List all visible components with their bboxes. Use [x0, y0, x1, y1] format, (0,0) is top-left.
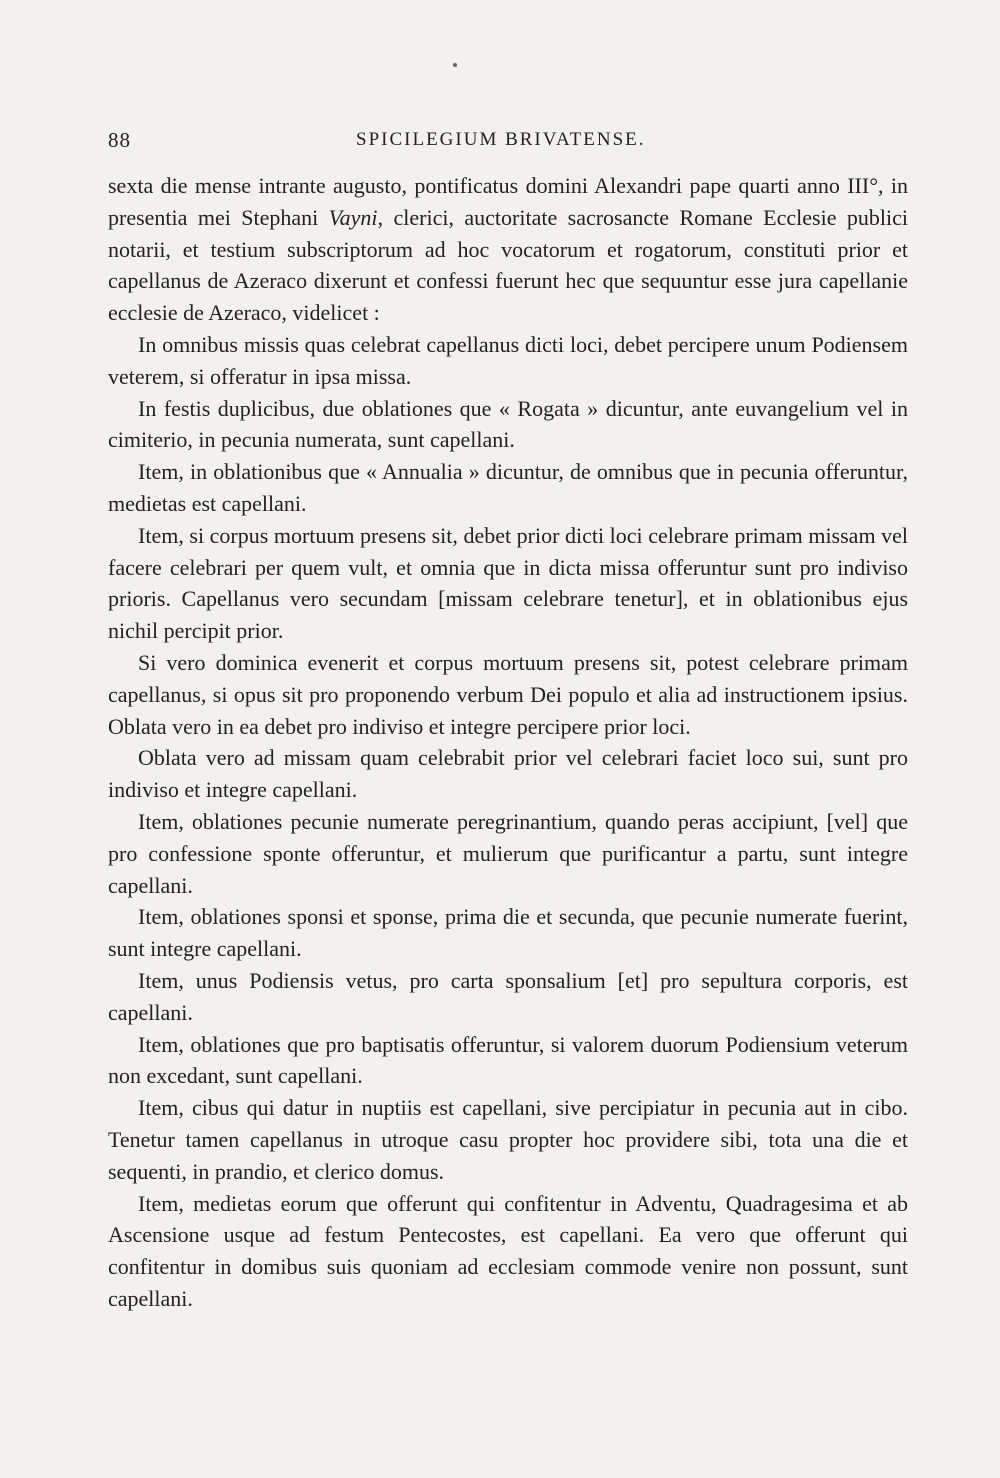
running-title: SPICILEGIUM BRIVATENSE. — [356, 129, 646, 150]
paragraph: Item, si corpus mortuum presens sit, debet prior dicti loci celebrare primam missam vel facere celebrari per quem vult, et omnia que in dicta missa offeruntur sunt pro indiviso prioris. Capellanus vero secundam [missam celebrare tenetur], et in oblationibus ejus nichil percipit prior. — [108, 522, 908, 644]
page-number: 88 — [108, 128, 131, 152]
paragraph: In omnibus missis quas celebrat capellanus dicti loci, debet percipere unum Podiensem veterem, si offeratur in ipsa missa. — [108, 331, 908, 389]
paragraph: Oblata vero ad missam quam celebrabit prior vel celebrari faciet loco sui, sunt pro indiviso et integre capellani. — [108, 745, 908, 803]
paragraph: Item, medietas eorum que offerunt qui confitentur in Adventu, Quadragesima et ab Ascensione usque ad festum Pentecostes, est capellani. Ea vero que offerunt qui confitentur in domibus suis quoniam ad ecclesiam commode venire non possunt, sunt capellani. — [108, 1190, 908, 1311]
paragraph: Si vero dominica evenerit et corpus mortuum presens sit, potest celebrare primam capellanus, si opus sit pro proponendo verbum Dei populo et alia ad instructionem ipsius. Oblata vero in ea debet pro indiviso et integre percipere prior loci. — [108, 649, 908, 739]
paragraph-opening-text-cont: , clerici, auctoritate sacrosancte Romane Ecclesie publici notarii, et testium subscriptorum ad hoc vocatorum et rogatorum, constituti prior et capellanus de Azeraco dixerunt et confessi fuerunt hec que sequuntur esse jura capellanie ecclesie de Azeraco, videlicet : — [108, 204, 908, 326]
paragraph-opening — [108, 170, 908, 329]
notary-name: Vayni — [328, 204, 378, 230]
paragraph: Item, unus Podiensis vetus, pro carta sponsalium [et] pro sepultura corporis, est capellani. — [108, 967, 908, 1025]
paragraph: Item, oblationes que pro baptisatis offeruntur, si valorem duorum Podiensium veterum non excedant, sunt capellani. — [108, 1031, 908, 1089]
page-header — [108, 128, 908, 158]
body-text — [108, 170, 908, 1315]
paragraph: Item, oblationes pecunie numerate peregrinantium, quando peras accipiunt, [vel] que pro confessione sponte offeruntur, et mulierum que purificantur a partu, sunt integre capellani. — [108, 808, 908, 898]
paragraph: Item, oblationes sponsi et sponse, prima die et secunda, que pecunie numerate fuerint, sunt integre capellani. — [108, 904, 908, 962]
paragraph: Item, cibus qui datur in nuptiis est capellani, sive percipiatur in pecunia aut in cibo. Tenetur tamen capellanus in utroque casu propter hoc providere sibi, tota una die et sequenti, in prandio, et clerico domus. — [108, 1095, 908, 1184]
paragraph: In festis duplicibus, due oblationes que « Rogata » dicuntur, ante euvangelium vel in cimiterio, in pecunia numerata, sunt capellani. — [108, 395, 908, 453]
paragraph-opening-text: sexta die mense intrante augusto, pontificatus domini Alexandri pape quarti anno III°, in presentia mei Stephani — [108, 173, 908, 230]
speck-mark — [453, 63, 457, 67]
paragraph: Item, in oblationibus que « Annualia » dicuntur, de omnibus que in pecunia offeruntur, medietas est capellani. — [108, 459, 908, 516]
